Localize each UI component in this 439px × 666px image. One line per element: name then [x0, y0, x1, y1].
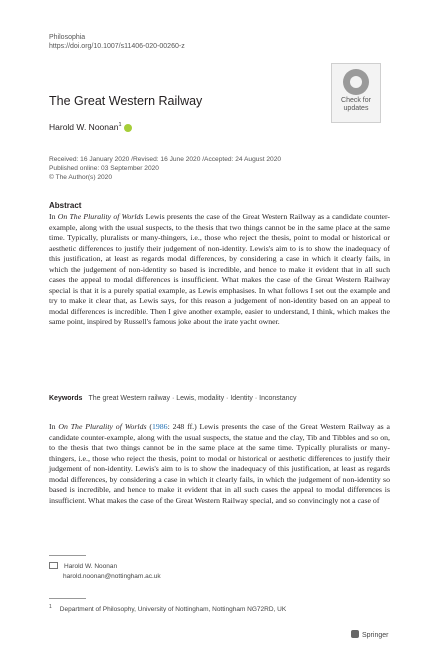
affiliation [49, 604, 286, 613]
journal-name: Philosophia [49, 34, 86, 41]
contact-email[interactable]: harold.noonan@nottingham.ac.uk [63, 573, 161, 580]
affiliation-divider [49, 598, 86, 599]
email-icon [49, 562, 58, 569]
author-name: Harold W. Noonan [49, 122, 119, 132]
keywords [49, 395, 296, 402]
published-date: Published online: 03 September 2020 [49, 165, 159, 172]
article-title: The Great Western Railway [49, 94, 203, 108]
author-line [49, 122, 132, 132]
check-for-updates-badge[interactable] [331, 63, 381, 123]
body-paragraph [49, 422, 390, 506]
keywords-list: The great Western railway · Lewis, modality · Identity · Inconstancy [88, 395, 297, 402]
copyright: © The Author(s) 2020 [49, 174, 113, 181]
affiliation-marker: 1 [49, 604, 52, 610]
update-icon [343, 69, 369, 95]
springer-horse-icon [351, 630, 359, 638]
contact-name: Harold W. Noonan [64, 563, 118, 570]
body-intro: In [49, 422, 59, 431]
abstract-body: Lewis presents the case of the Great Western Railway as a candidate counter-example, along with the usual suspects, to the thesis that two things cannot be in the same place at the same time. Typically, pluralists or many-thingers, i.e., those who reject the thesis, point to modal or historical or aesthetic differences to justify their judgement of non-identity. Lewis's aim to is to show the inadequacy of this justification, at least as regards modal differences, by considering a case in which it clearly fails, in which the judgement of non-identity so based is incredible, and hence to make it evident that in all such cases the appeal to modal differences is insufficient. What makes the case of the Great Western Railway special is that it is a purely spatial example, as Lewis emphasises. In what follows I set out the example and try to make it clear that, as Lewis says, for this reason a judgement of non-identity based on an appeal to modal differences is incredible. Then I give another example, easier to understand, I think, which makes the same point, inspired by Russell's famous joke about the irate yacht owner. [49, 212, 390, 326]
citation-link[interactable]: 1986 [151, 422, 168, 431]
doi-link[interactable]: https://doi.org/10.1007/s11406-020-00260-z [49, 43, 185, 50]
author-affiliation-marker: 1 [118, 122, 122, 129]
body-paren: ( [146, 422, 152, 431]
abstract-heading: Abstract [49, 201, 82, 210]
publisher-logo [351, 631, 388, 639]
abstract-intro: In [49, 212, 58, 221]
keywords-label: Keywords [49, 395, 83, 402]
orcid-icon[interactable] [124, 124, 132, 132]
received-dates: Received: 16 January 2020 /Revised: 16 June 2020 /Accepted: 24 August 2020 [49, 156, 282, 163]
badge-line2: updates [343, 105, 369, 112]
contact-block [49, 562, 161, 582]
body-book-title: On The Plurality of Worlds [58, 422, 147, 431]
body-text: : 248 ff.) Lewis presents the case of the Great Western Railway as a candidate counter-example, along with the usual suspects, the statue and the clay, Tib and Tibbles and so on, to the thesis that two things cannot be in the same place at the same time. Typically pluralists or many-thingers, i.e., those who reject the thesis, point to modal or historical or aesthetic differences to justify their judgement of non-identity. Lewis's aim to is to show the inadequacy of this justification, at least as regards modal differences, by considering a case in which it clearly fails, in which the judgement of non-identity so based is incredible, and hence to make it evident that in all such cases the appeal to modal differences is insufficient. What makes the case of the Great Western Railway special, and so convincingly not a case of [49, 422, 391, 505]
affiliation-text: Department of Philosophy, University of Nottingham, Nottingham NG72RD, UK [59, 606, 287, 614]
badge-line1: Check for [341, 97, 371, 104]
abstract-book-title: On The Plurality of Worlds [57, 212, 144, 221]
footnote-divider [49, 555, 86, 556]
abstract-text [49, 212, 390, 328]
publisher-name: Springer [362, 631, 389, 639]
